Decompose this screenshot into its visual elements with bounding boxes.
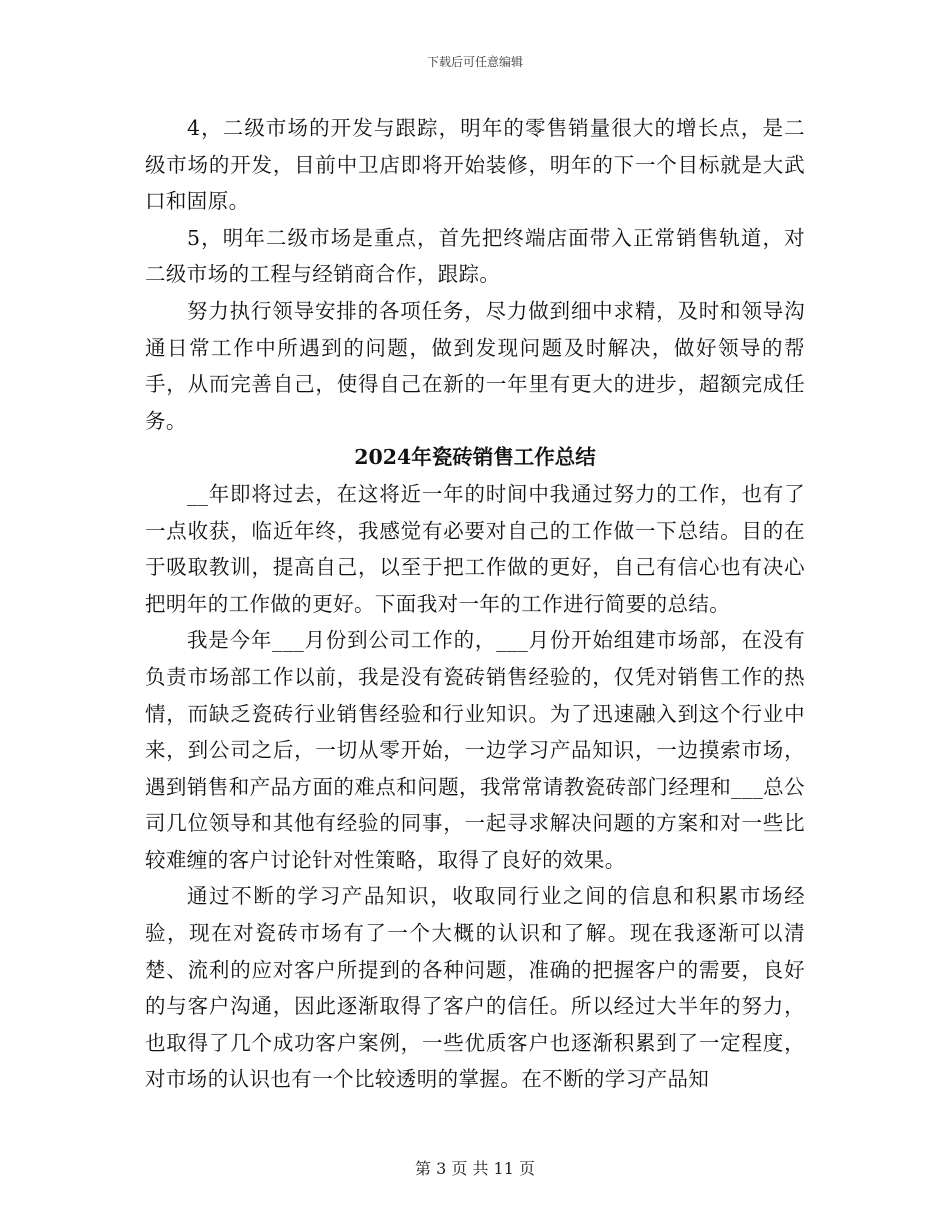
paragraph-item-5: 5，明年二级市场是重点，首先把终端店面带入正常销售轨道，对二级市场的工程与经销商合作，跟踪。 bbox=[145, 225, 805, 287]
page-header-note: 下载后可任意编辑 bbox=[426, 55, 523, 69]
paragraph-progress: 通过不断的学习产品知识，收取同行业之间的信息和积累市场经验，现在对瓷砖市场有了一个大概的认识和了解。现在我逐渐可以清楚、流利的应对客户所提到的各种问题，准确的把握客户的需要，良好的与客户沟通，因此逐渐取得了客户的信任。所以经过大半年的努力，也取得了几个成功客户案例，一些优质客户也逐渐积累到了一定程度，对市场的认识也有一个比较透明的掌握。在不断的学习产品知 bbox=[145, 884, 805, 1092]
document-body bbox=[145, 110, 805, 1098]
paragraph-intro: __年即将过去，在这将近一年的时间中我通过努力的工作，也有了一点收获，临近年终，我感觉有必要对自己的工作做一下总结。目的在于吸取教训，提高自己，以至于把工作做的更好，自己有信心也有决心把明年的工作做的更好。下面我对一年的工作进行简要的总结。 bbox=[145, 481, 805, 616]
paragraph-item-4: 4，二级市场的开发与跟踪，明年的零售销量很大的增长点，是二级市场的开发，目前中卫店即将开始装修，明年的下一个目标就是大武口和固原。 bbox=[145, 116, 805, 214]
page-number: 第 3 页 共 11 页 bbox=[415, 1159, 535, 1178]
section-title: 2024年瓷砖销售工作总结 bbox=[354, 445, 596, 470]
paragraph-experience: 我是今年___月份到公司工作的，___月份开始组建市场部，在没有负责市场部工作以前，我是没有瓷砖销售经验的，仅凭对销售工作的热情，而缺乏瓷砖行业销售经验和行业知识。为了迅速融入到这个行业中来，到公司之后，一切从零开始，一边学习产品知识，一边摸索市场，遇到销售和产品方面的难点和问题，我常常请教瓷砖部门经理和___总公司几位领导和其他有经验的同事，一起寻求解决问题的方案和对一些比较难缠的客户讨论针对性策略，取得了良好的效果。 bbox=[145, 628, 805, 872]
paragraph-closing: 努力执行领导安排的各项任务，尽力做到细中求精，及时和领导沟通日常工作中所遇到的问题，做到发现问题及时解决，做好领导的帮手，从而完善自己，使得自己在新的一年里有更大的进步，超额完成任务。 bbox=[145, 298, 805, 433]
